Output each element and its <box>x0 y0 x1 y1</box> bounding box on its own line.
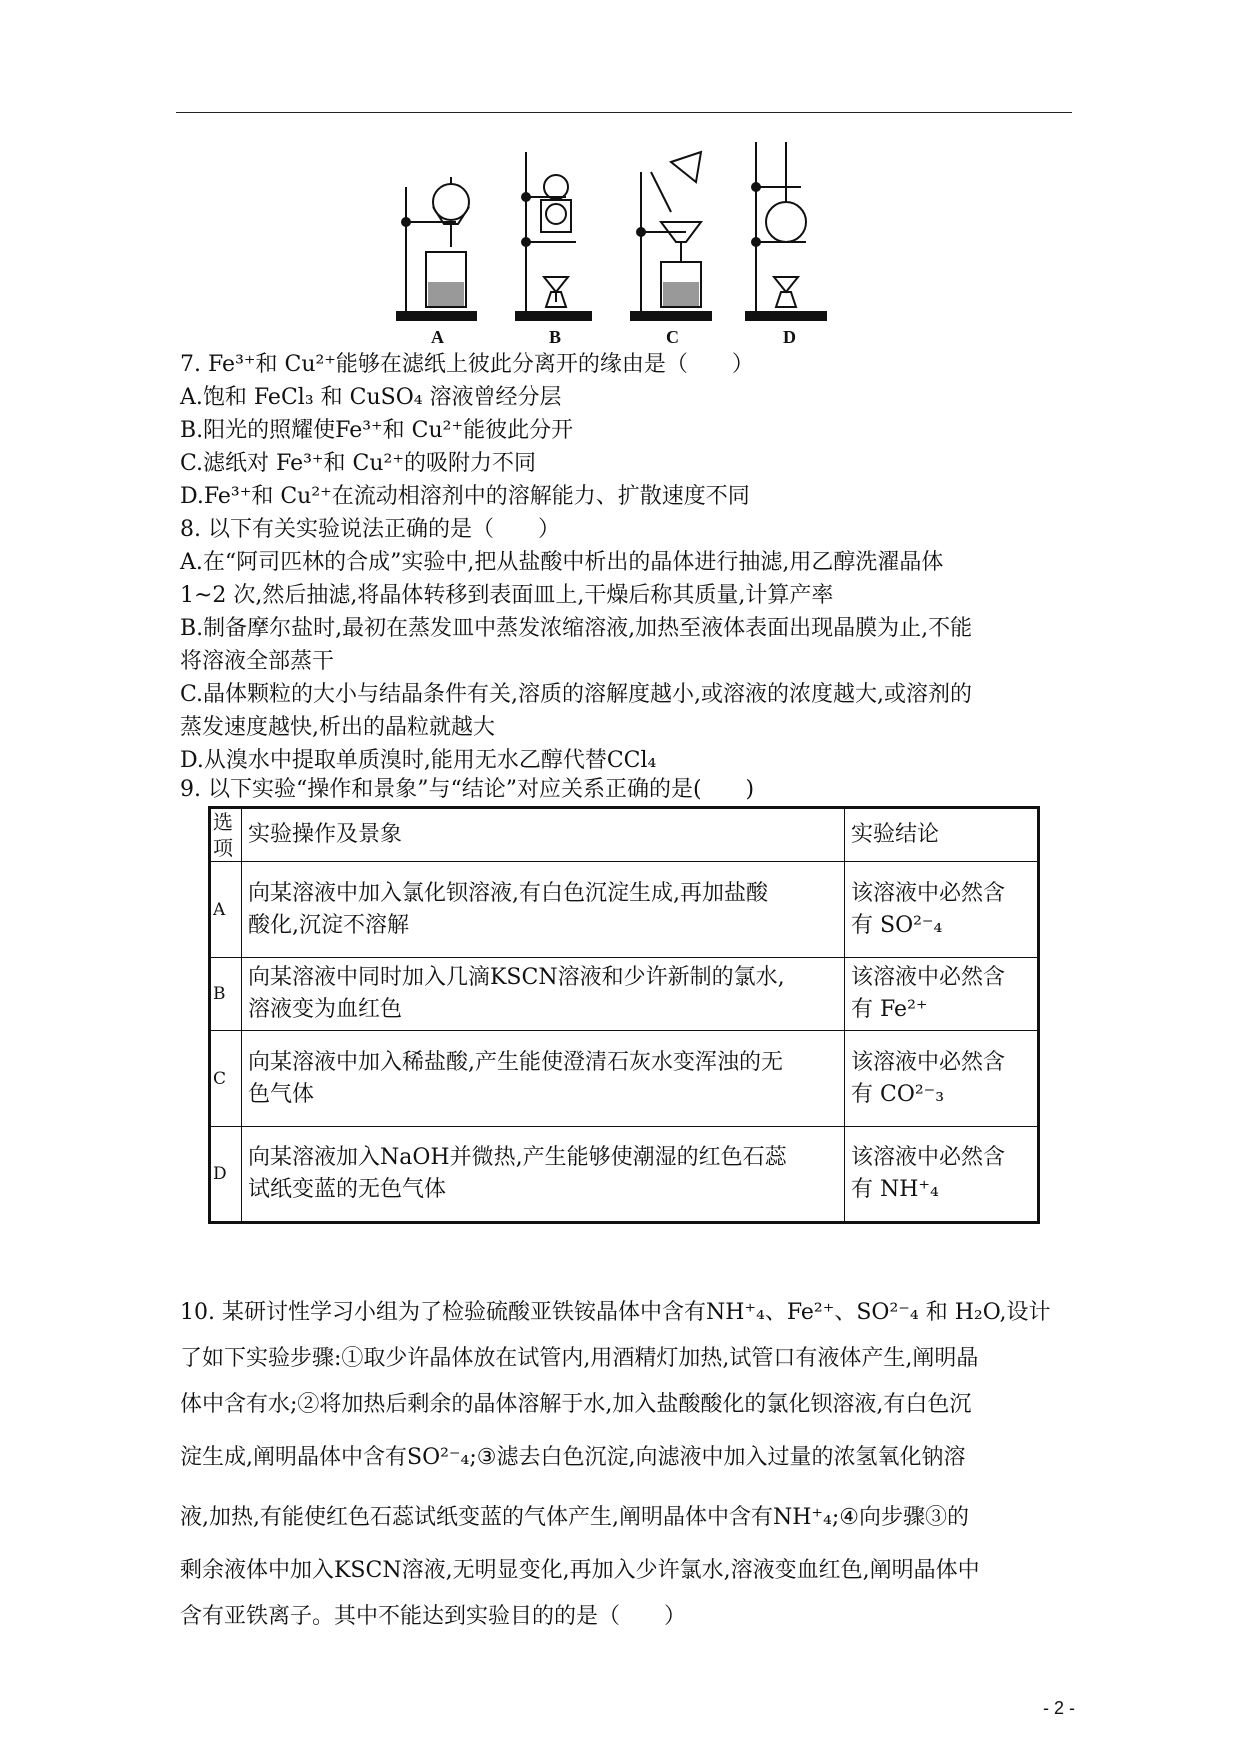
operation-line: 向某溶液中加入氯化钡溶液,有白色沉淀生成,再加盐酸 <box>248 880 768 906</box>
question-9 <box>180 773 1070 806</box>
question-10-line: 了如下实验步骤:①取少许晶体放在试管内,用酒精灯加热,试管口有液体产生,阐明晶 <box>180 1346 979 1371</box>
table-row <box>210 862 1039 958</box>
apparatus-figure <box>396 142 856 348</box>
figure-label-d: D <box>783 327 796 347</box>
question-8-line: 将溶液全部蒸干 <box>180 649 335 674</box>
table-cell-option: B <box>210 958 242 1031</box>
conclusion-line: 该溶液中必然含 <box>851 1049 1006 1075</box>
conclusion-line: 该溶液中必然含 <box>851 1145 1006 1170</box>
table-cell-conclusion <box>845 1127 1039 1223</box>
table-row <box>210 958 1039 1031</box>
conclusion-line: 有 CO²⁻₃ <box>851 1081 945 1107</box>
figure-label-c: C <box>666 327 679 347</box>
question-10-line: 淀生成,阐明晶体中含有SO²⁻₄;③滤去白色沉淀,向滤液中加入过量的浓氢氧化钠溶 <box>180 1445 966 1470</box>
operation-line: 向某溶液中同时加入几滴KSCN溶液和少许新制的氯水, <box>248 965 785 990</box>
question-7-option-b: B.阳光的照耀使Fe³⁺和 Cu²⁺能彼此分开 <box>180 418 574 443</box>
table-cell-conclusion <box>845 958 1039 1031</box>
apparatus-d-icon <box>746 142 826 320</box>
table-cell-operation <box>242 862 845 958</box>
table-row <box>210 1031 1039 1127</box>
conclusion-line: 该溶液中必然含 <box>851 880 1006 906</box>
question-10-line: 剩余液体中加入KSCN溶液,无明显变化,再加入少许氯水,溶液变血红色,阐明晶体中 <box>180 1558 980 1583</box>
table-cell-operation <box>242 1031 845 1127</box>
question-10-line: 体中含有水;②将加热后剩余的晶体溶解于水,加入盐酸酸化的氯化钡溶液,有白色沉 <box>180 1392 972 1417</box>
table-header-row <box>210 808 1039 862</box>
question-7-option-c: C.滤纸对 Fe³⁺和 Cu²⁺的吸附力不同 <box>180 451 536 476</box>
table-cell-option: C <box>210 1031 242 1127</box>
question-7-stem: 7. Fe³⁺和 Cu²⁺能够在滤纸上彼此分离开的缘由是（ ） <box>180 352 754 377</box>
question-10 <box>180 1290 1070 1640</box>
apparatus-b-icon <box>516 152 591 320</box>
header-rule <box>176 112 1072 113</box>
question-8-line: C.晶体颗粒的大小与结晶条件有关,溶质的溶解度越小,或溶液的浓度越大,或溶剂的 <box>180 682 973 707</box>
question-8-line: 1~2 次,然后抽滤,将晶体转移到表面皿上,干燥后称其质量,计算产率 <box>180 583 834 608</box>
operation-line: 试纸变蓝的无色气体 <box>248 1177 447 1202</box>
table-header-option: 选项 <box>210 808 242 862</box>
conclusion-line: 有 NH⁺₄ <box>851 1177 939 1202</box>
question-9-table <box>208 806 1040 1224</box>
operation-line: 酸化,沉淀不溶解 <box>248 912 409 938</box>
apparatus-a-icon <box>396 177 476 320</box>
table-header-operation: 实验操作及景象 <box>242 808 845 862</box>
table-cell-conclusion <box>845 1031 1039 1127</box>
question-8-line: 蒸发速度越快,析出的晶粒就越大 <box>180 715 495 740</box>
table-cell-operation <box>242 958 845 1031</box>
operation-line: 溶液变为血红色 <box>248 997 403 1022</box>
table-header-conclusion: 实验结论 <box>845 808 1039 862</box>
question-8-stem: 8. 以下有关实验说法正确的是（ ） <box>180 517 560 542</box>
conclusion-line: 有 Fe²⁺ <box>851 997 928 1022</box>
table-cell-option: A <box>210 862 242 958</box>
operation-line: 色气体 <box>248 1081 315 1107</box>
question-10-line: 液,加热,有能使红色石蕊试纸变蓝的气体产生,阐明晶体中含有NH⁺₄;④向步骤③的 <box>180 1505 969 1530</box>
table-cell-operation <box>242 1127 845 1223</box>
apparatus-c-icon <box>631 152 711 320</box>
question-8 <box>180 513 1070 777</box>
question-8-line: D.从溴水中提取单质溴时,能用无水乙醇代替CCl₄ <box>180 748 657 773</box>
question-7-option-d: D.Fe³⁺和 Cu²⁺在流动相溶剂中的溶解能力、扩散速度不同 <box>180 484 750 509</box>
conclusion-line: 该溶液中必然含 <box>851 965 1006 990</box>
question-8-line: A.在“阿司匹林的合成”实验中,把从盐酸中析出的晶体进行抽滤,用乙醇洗濯晶体 <box>180 550 944 575</box>
figure-label-a: A <box>431 327 444 347</box>
question-8-line: B.制备摩尔盐时,最初在蒸发皿中蒸发浓缩溶液,加热至液体表面出现晶膜为止,不能 <box>180 616 973 641</box>
conclusion-line: 有 SO²⁻₄ <box>851 912 943 938</box>
question-10-line: 10. 某研讨性学习小组为了检验硫酸亚铁铵晶体中含有NH⁺₄、Fe²⁺、SO²⁻₄ 和 H₂O,设计 <box>180 1300 1051 1325</box>
figure-label-b: B <box>549 327 562 347</box>
operation-line: 向某溶液中加入稀盐酸,产生能使澄清石灰水变浑浊的无 <box>248 1049 783 1075</box>
table-row <box>210 1127 1039 1223</box>
question-10-line: 含有亚铁离子。其中不能达到实验目的的是（ ） <box>180 1604 687 1629</box>
question-7 <box>180 348 1070 513</box>
table-cell-conclusion <box>845 862 1039 958</box>
page-number: - 2 - <box>1042 1698 1075 1718</box>
operation-line: 向某溶液加入NaOH并微热,产生能够使潮湿的红色石蕊 <box>248 1145 787 1170</box>
question-9-stem: 9. 以下实验“操作和景象”与“结论”对应关系正确的是( ) <box>180 777 755 802</box>
table-cell-option: D <box>210 1127 242 1223</box>
question-7-option-a: A.饱和 FeCl₃ 和 CuSO₄ 溶液曾经分层 <box>180 385 562 410</box>
